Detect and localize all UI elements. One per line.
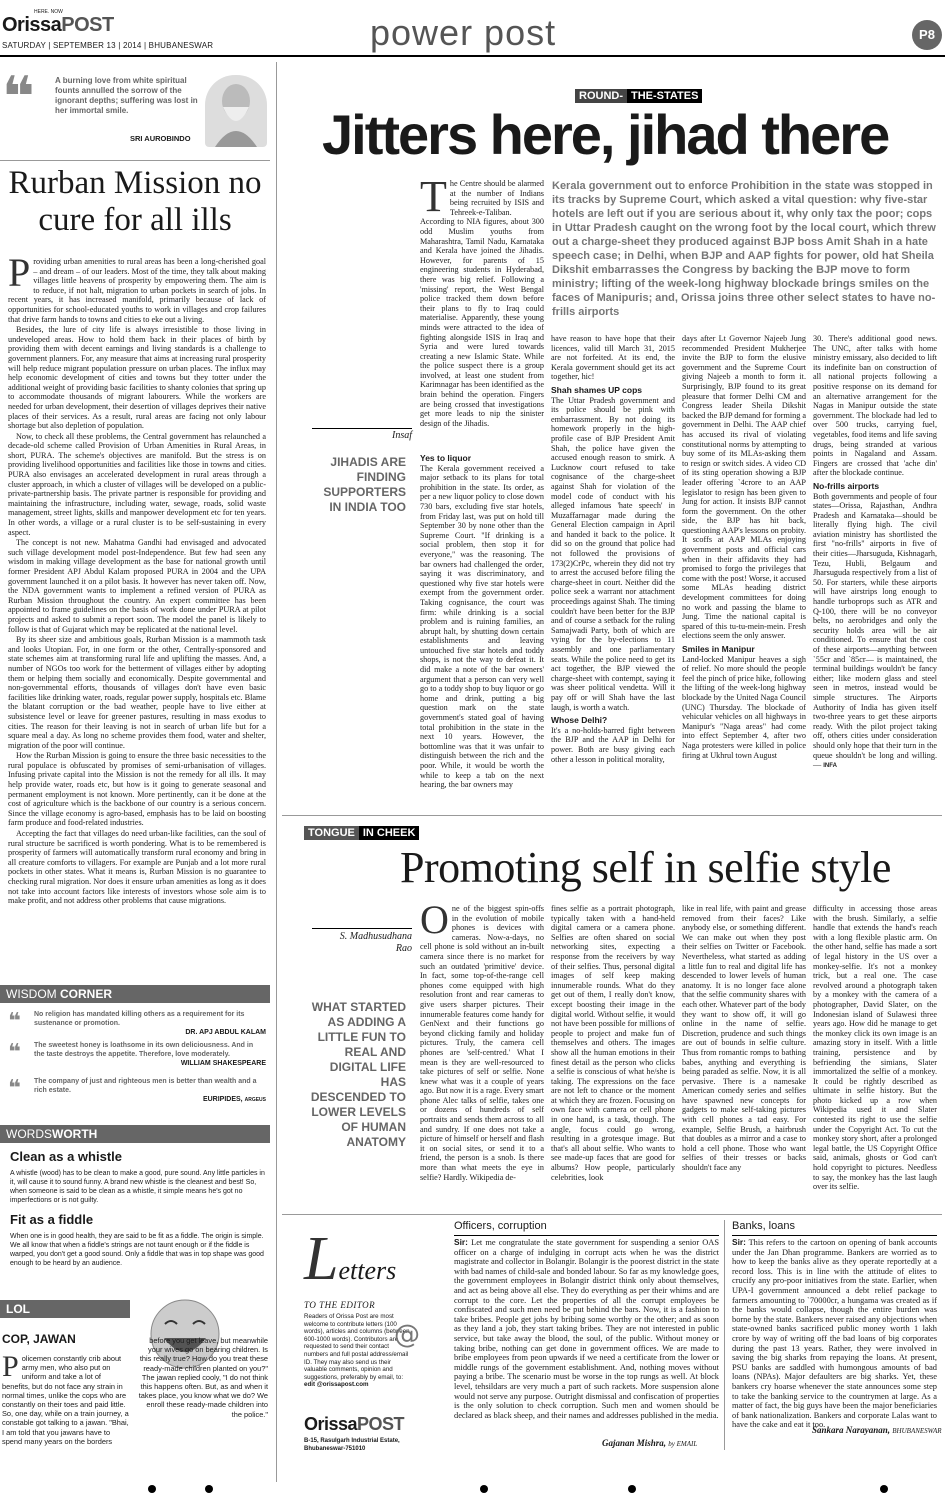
letter-signature [812, 1425, 942, 1435]
idiom-text: A whistle (wood) has to be clean to make a good, pure sound. Any little particles in it, will cause it to sound funny. A brand new whistle is the cleanest and best! So, when someone is said to be clean as a whistle, it simple means he's got no imperfections or is not guilty. [10, 1170, 265, 1204]
thought-author: SRI AUROBINDO [130, 134, 191, 143]
wisdom-author: DR. APJ ABDUL KALAM [185, 1029, 266, 1036]
round-pullquote: JIHADIS ARE FINDING SUPPORTERS IN INDIA TOO [323, 455, 406, 514]
section-title: power post [370, 12, 557, 53]
letter-sign: Sankara Narayanan, [812, 1425, 891, 1435]
letter-title: Banks, loans [732, 1220, 795, 1232]
round-credit: INFA [823, 763, 837, 770]
logo-tagline: HERE. NOW [34, 9, 63, 15]
letter-signature [602, 1438, 697, 1448]
letters [282, 1216, 942, 1481]
mid-rule [282, 815, 942, 816]
registration-marks [0, 1482, 945, 1497]
editorial-para: roviding urban amenities to rural areas has been a long-cherished goal – and dream – of our leaders. Most of the time, they talk about making villages little heavens of prosperity by empowering them. The aim is to reduce, if not halt, migration to urban pockets in search of jobs. In recent years, it has increased manifold, primarily because of lack of opportunities for school-educated youths to work in villages and crop failures that drive farm hands to towns and cities to eke out a living. [8, 257, 266, 324]
tongue-dropcap: O [420, 897, 449, 942]
letters-title [304, 1225, 397, 1293]
left-rule-1 [0, 160, 270, 161]
idiom-text: When one is in good health, they are said to be fit as a fiddle. The origin is simple. We all know that when a fiddle's strings are not taunt enough or if the fiddle is warped, you don't get a good sound. Only a fiddle that was in top shape was good enough to be heard by an audience. [10, 1233, 264, 1267]
editorial-dropcap: P [8, 250, 31, 295]
quote-mark-icon: ❝ [8, 1009, 21, 1034]
round-byline: Insaf [392, 430, 412, 441]
tongue-byline-a: S. Madhusudhana [339, 931, 412, 942]
letters-subtitle: TO THE EDITOR [304, 1300, 376, 1310]
logo-prefix: Orissa [2, 14, 62, 36]
quote-mark-icon: ❝ [8, 1040, 21, 1065]
page-number-badge: P8 [912, 20, 942, 50]
email-at-icon: @ [394, 1320, 420, 1350]
editorial [0, 165, 270, 965]
registration-dot [628, 1485, 636, 1493]
round-byline-rule [312, 428, 412, 429]
round-col4-text: 30. There's additional good news. The UNC, after talks with home ministry emissary, also decided to lift its indefinite ban on construction of all national projects following a positive response on its demand for an alternative arrangement for the Nagas in Manipur outside the state government. The blockade had led to over 500 trucks, carrying fuel, vegetables, food items and life saving drugs, being stranded at various points in Nagaland and Assam. Fingers are crossed that 'ache din' after the blockade continue. [813, 334, 937, 478]
registration-dot [148, 1485, 156, 1493]
tongue-tag-b: IN CHEEK [359, 826, 420, 840]
quote-mark-icon: ❝ [2, 65, 35, 130]
tongue-col2: fines selfie as a portrait photograph, typically taken with a hand-held digital camera or a camera phone. Selfies are often shared on social networking sites, expecting a response from the receivers by way of their selfies. Thus, personal digital images of self keep making innumerable rounds. What do they get out of them, I really don't know, except boosting their image in the digital world. Without selfie, it would not have been possible for millions of people to project and make fun of themselves and others. The images show all the human emotions in their finest detail as the person who clicks a selfie is conscious of what he/she is taking. The expressions on the face are not left to chance or the moment at which they are frozen. Focusing on own face with camera or cell phone in one hand, is a task, though. The angle, focus could go wrong, resulting in a grotesque image. But that's all about selfie. Who wants to see made-up faces that are good for albums? How people, particularly celebrities, look [551, 904, 675, 1182]
tongue-byline-rule [312, 928, 412, 929]
thought-quote: A burning love from white spiritual founts annulled the sorrow of the ignorant depths; suffering was lost in her immortal smile. [55, 76, 198, 115]
round-subhead: Yes to liquor [420, 453, 472, 463]
wisdom-head-a: WISDOM [6, 987, 57, 1001]
registration-dot [480, 1485, 488, 1493]
wisdom-author-suffix: ARGEUS [244, 1097, 266, 1103]
round-deck: Kerala government out to enforce Prohibition in the state was stopped in its tracks by Supreme Court, which asked a vital question: why five-star hotels are left out if you are serious about it, why only tax the poor; cops in Uttar Pradesh caught on the wrong foot by the local court, which threw out a charge-sheet they produced against BJP boss Amit Shah in a hate speech case; in Delhi, when BJP and AAP fights for power, old hat Sheila Dikshit embarrasses the Congress by backing the BJP move to form ministry; lifting of the week-long highway blockade brings smiles on the faces of Manipuris; and, Orissa joins three other select states to have no-frills airports [552, 180, 936, 318]
lol-title: COP, JAWAN [2, 1332, 76, 1346]
wisdom-quote: No religion has mandated killing others as a requirement for its sustenance or promotion. [34, 1011, 245, 1027]
letters-address: B-15, Rasulgarh Industrial Estate, Bhubaneswar-751010 [304, 1438, 400, 1452]
wisdom-author-name: EURIPIDES, [202, 1096, 243, 1103]
round-col1: he Centre should be alarmed at the number of Indians being recruited by ISIS and Tehreek-e-Taliban. According to NIA figures, about 300 odd Muslim youths from Maharashtra, Tamil Nadu, Karnataka and Kerala have joined the Jihadis. However, for parents of 15 engineering students in Hyderabad, there was big relief. Following a 'missing' report, the West Bengal police tracked them down before their plans to fly to Iraq could materialise. Apparently, these young minds were attracted to the idea of fighting alongside ISIS in Iraq and Syria and were lured towards creating a new Islamic State. While the police suspect there is a group involved, at least one student from Karimnagar has been identified as the brain behind the operation. Fingers are being crossed that investigations get more leads to nip the sinister design of the Jihadis. [420, 179, 544, 428]
round-col1-b [420, 450, 544, 818]
idiom-title: Fit as a fiddle [10, 1212, 94, 1227]
round-subhead: Shah shames UP cops [551, 384, 643, 395]
wisdom-quote: The company of just and righteous men is better than wealth and a rich estate. [34, 1078, 257, 1094]
letters-title-big: L [304, 1225, 339, 1293]
round-col2c: It's a no-holds-barred fight between the BJP and the AAP in Delhi for power. Both are busy giving each other a lesson in political morality, [551, 725, 675, 764]
dateline: SATURDAY | SEPTEMBER 13 | 2014 | BHUBANESWAR [2, 41, 214, 50]
round-dropcap: T [420, 172, 447, 221]
tongue-in-cheek [282, 820, 942, 1215]
tongue-col4: difficulty in accessing those areas with the brush. Similarly, a selfie handle that extends the hand's reach with a long flexible plastic arm. On the other hand, selfie has made a sort of legal history in the US over a monkey-selfie. It's not a monkey trick, but a real one. The case revolved around a photograph taken by a monkey with the camera of a photographer, David Slater, on the Indonesian island of Sulawesi three years ago. How did he manage to get the monkey click its own image is an amazing story in itself. With a little training, persistence and by befriending the simians, Slater immortalized the selfie of a monkey. It could be rightly described as ultimate in selfie history. But the photo kicked up a row when Wikipedia used it and Slater contested its right to use the selfie under the Copyright Act. To cut the monkey story short, after a prolonged legal battle, the US Copyright Office said, animals, ghosts or God can't hold copyright to pictures. Needless to say, the monkey has the last laugh over its selfie. [813, 904, 937, 1192]
masthead [0, 0, 945, 62]
round-col2 [551, 334, 675, 818]
wisdom-quote: The sweetest honey is loathsome in its own deliciousness. And in the taste destroys the appetite. Therefore, love moderately. [34, 1042, 254, 1058]
editorial-para: By its sheer size and ambitious goals, Rurban Mission is a mammoth task and looks Utopian. For, in one form or the other, Centrally-sponsored and state schemes aim at transforming rural life and uplifting the masses. And, a number of NGOs too work for the betterment of villages either by adopting them or helping them socially and economically. Despite governmental and non-governmental efforts, thousands of villages don't have even basic facilities like drinking water, roads, regular power supply, hospitals etc. Blame the blatant corruption or the bad weather, people have to live either at subsistence level or leave for greener pastures, resulting in mass exodus to cities. The reason for their leaving is not in search of urban life but for a square meal a day. As long no scheme provides them food, water and shelter, migration of the poor will continue. [8, 635, 266, 750]
letter-title-rule [732, 1235, 937, 1236]
tongue-tag [304, 823, 419, 841]
letter-text: This refers to the cartoon on opening of bank accounts under the Jan Dhan programme. Bankers are worried as to how to keep the banks alive as they operate reportedly at a record loss. This is in line with the attitude of elites to crucify any pro-poor initiatives from the state. Earlier, when UPA-I government announced a debt relief package to farmers amounting to `70000cr, a hungama was created as if the banks would collapse, though the entire burden was borne by the state. Bankers never raised any objections when state-owned banks sacrificed public money worth 1 lakh crore by way of writing off the bad loans of big corporates during the past 13 years. Rather, they were involved in saving the big sharks from repaying the loans. At present, PSU banks are saddled with humongous amounts of bad loans (NPAs). Major defaulters are big sharks. Yet, these bankers cry hoarse whenever the state announces some step to take the banking service to the countrymen at large. As a matter of fact, the big guys have been the major beneficiaries of bank nationalization. Bankers and corporate Lalas want to have the cake and eat it too. [732, 1238, 937, 1430]
round-headline: Jitters here, jihad there [322, 103, 889, 166]
wisdom-header [0, 985, 270, 1003]
letters-logo [304, 1414, 404, 1435]
left-column-rule [276, 62, 277, 1482]
round-col4 [813, 334, 937, 818]
letters-intro-text: Readers of Orissa Post are most welcome to contribute letters (100 words), articles and columns (between 600-1000 words). Contributors are requested to send their contact numbers and full postal address/email ID. They may also send us their valuable comments, opinion and suggestions, preferably by email, to: [304, 1313, 410, 1381]
letter-text: Let me congratulate the state government for suspending a senior OAS officer on a charge of indulging in corrupt acts when he was the district magistrate and collector in Bolangir. Bolangir is the poorest district in the state with bad names of child-sale and bonded labour. So far as my knowledge goes, the government employees in Bolangir district think only about themselves, and act as being above all else. They do everything as per their whims and are corrupt to the core. Let the properties of all the corrupt employees be confiscated and such men need be put behind the bars. Now, it is a fashion to take bribes. People get jobs by bribing some worthy or the other; and as soon as they land a job, they start taking bribes. They are not interested in public service, but take away the blood, the soul, of the public. Without money or taking bribe, nothing can get done in government offices. We are made to bribe employees from peon upwards if we need a certificate from the lower or middle rungs of the government establishment. And, nothing moves without paying a bribe. The scenario must be worse in the top rungs as well. At block level, tehsildars are very much a part of such rackets. More suspension alone would not serve any purpose. Outright dismissal and confiscation of properties is the only solution to check corruption. Such men and women should be declared as black sheep, and their names and addresses published in the media. [454, 1238, 719, 1420]
registration-dot [205, 1485, 213, 1493]
round-subhead: Whose Delhi? [551, 715, 608, 726]
letters-title-rest: etters [338, 1256, 397, 1285]
editorial-headline: Rurban Mission no cure for all ills [8, 165, 262, 238]
tongue-pullquote: WHAT STARTED AS ADDING A LITTLE FUN TO REAL AND DIGITAL LIFE HAS DESCENDED TO LOWER LEVELS OF HUMAN ANATOMY [310, 1000, 406, 1149]
round-col2-text: have reason to have hope that their licences, valid till March 31, 2015 are not forfeited. At its end, the Kerala government should get its act together, hic! [551, 334, 675, 382]
wisdom-head-b: CORNER [60, 987, 113, 1001]
wisdom-corner [0, 985, 270, 1115]
letter-title: Officers, corruption [454, 1220, 547, 1232]
editorial-para: Accepting the fact that villages do need urban-like facilities, can the soul of rural structure be sacrificed is worth pondering. What is to be remembered is prosperity of farmers will automatically transform rural economy and bring in all creature comforts to villagers. For example are Punjab and a lot more rural pockets in other states. What it means is, Rurban Mission is no guarantee to checking rural migration. Nor does it ensure urban amenities as long as it does not take into account factors like interests of investors whose sole aim is to make profit, and not address other problems that cause migrations. [8, 829, 266, 906]
tongue-col1-text: ne of the biggest spin-offs in the evolution of mobile phones is devices with cameras. Now-a-days, no cell phone is sold without an in-built camera since there is no market for such an outdated 'primitive' device. In fact, some top-of-the-range cell phones come equipped with high resolution front and rear cameras to give users sharper pictures. Their innumerable features come handy for GenNext and their functions go beyond clicking family and holiday pictures. Truly, the camera cell phones are 'self-centred.' What I mean is they are well-resourced to take pictures of self or selfie. None knew what was it a couple of years ago. But now it is a rage. Every smart phone Alec talks of selfie, takes one or dozens of hundreds of self portraits and sends them across to all and sundry. If one does not take a picture of himself or herself and flash it on social sites, or send it to a friend, the person is a snob. Is there more than what meets the eye in selfie? Hardly. Wikipedia de- [420, 904, 544, 1182]
editorial-para: Besides, the lure of city life is always irresistible to those living in undeveloped areas. How to hold them back in their places of birth by providing them with decent earnings and living standards is a challenge to government planners. For, any measure that aims at increasing rural prosperity will help reduce migrant population pressure on urban places. The influx may help economic development of cities and towns but they totter under the additional weight of providing basic facilities to shanty colonies that spring up to accommodate thousands of migrant labourers. While the workers are needed for urban development, their desertion of villages deprives their native places of their services. As a result, rural areas are facing not only labour shortage but also depletion of population. [8, 325, 266, 431]
letter-body [454, 1238, 719, 1436]
tongue-headline: Promoting self in selfie style [400, 843, 891, 892]
thought-box [0, 65, 270, 152]
round-col2b: The Uttar Pradesh government and its police should be pink with embarrassment. By not doing its homework properly in the high-profile case of BJP President Amit Shah, the police have given the accused enough reason to smirk. A Lucknow court refused to take cognisance of the charge-sheet against Shah for violation of the model code of conduct with his alleged infamous 'hate speech' in Muzaffarnagar made during the General Election campaign in April and handed it back to the police. It did so on the ground that police had not followed the provisions of 173(2)CrPc, wherein they did not try to arrest the accused before filing the charge-sheet in court. Neither did the police seek a warrant nor attachment proceedings against Shah. The timing couldn't have been better for the BJP and of course a setback for the ruling Samajwadi Party, both of which are vying for the by-elections to 11 assembly and one parliamentary seats. While the police need to get its act together, the BJP viewed the charge-sheet with contempt, saying it was sheer political vendetta. Will it pay off or will Shah have the last laugh, is worth a watch. [551, 395, 675, 712]
lol-header: LOL [0, 1300, 130, 1318]
letter-title-rule [454, 1235, 719, 1236]
letter-place: by EMAIL [668, 1440, 698, 1448]
wordsworth [0, 1125, 270, 1280]
round-tag-a: ROUND- [575, 89, 627, 103]
bottom-rule [282, 1214, 942, 1215]
tongue-col1 [420, 897, 544, 1214]
round-col1b: The Kerala government received a major setback to its plans for total prohibition in the state. Its order, as per a new liquor policy to close down 730 bars, excluding five star hotels, from Friday last, was put on hold till September 30 by none other than the Supreme Court. "If drinking is a social problem, then stop it for everyone," was the reasoning. The bar owners had challenged the order, saying it was discriminatory, and questioned why five star hotels were exempt from the government order. Taking cognisance, the court was firm: while drinking is a social problem and is ruining families, an abrupt halt, by shutting down certain establishments and leaving untouched five star hotels and toddy shops, is not the way to defeat it. It did make a note of the bar owners' argument that a person can very well go to a toddy shop to buy liquor or go home and drink, putting a big question mark on the state government's stated goal of having total prohibition in the state in the next 10 years. However, the bottomline was that it was unfair to distinguish between the rich and the poor. While, it would be worth the while to keep a tab on the next hearing, the bar owners may [420, 463, 544, 790]
round-tag-b: THE-STATES [627, 89, 702, 103]
letters-email[interactable]: edit @orissapost.com [304, 1381, 369, 1389]
lol-dropcap: P [2, 1350, 19, 1383]
letters-logo-prefix: Orissa [304, 1414, 358, 1434]
round-col3 [682, 334, 806, 818]
editorial-body [8, 250, 266, 955]
lol-text-left [2, 1350, 130, 1446]
lol-text-right: before you get leave, but meanwhile your wives go on bearing children. Is this really true? How do you treat these ready-made children planted on you?" The jawan replied cooly, "I do not think this happens often. But, as and when it takes place, you know what we do? We enroll these ready-made children into the police." [138, 1336, 268, 1419]
wisdom-author [203, 1096, 266, 1103]
tongue-tag-a: TONGUE [304, 826, 359, 840]
logo-suffix: POST [61, 14, 114, 36]
round-the-states [282, 62, 942, 822]
round-col4b: Both governments and people of four states—Orissa, Rajasthan, Andhra Pradesh and Karnataka—should be literally flying high. The civil aviation ministry has shortlisted the first "no-frills" airports in five of their cities—Jharsuguda, Kishnagarh, Tezu, Hubli, Belgaum and Jharsuguda respectively from a list of 50. For starters, while these airports will have airstrips long enough to handle turboprops such as ATR and Q-100, there will be no conveyor belts, no aerobridges and only the security holds area will be air conditioned. To ensure that the cost of these airports—anything between `55cr and `85cr— is maintained, the terminal buildings wouldn't be fancy either; like modern glass and steel seen in metros, instead would be simple structures. The Airports Authority of India has given itself two-three years to get these airports ready. With the pilot project taking off, others cities under consideration should only hope that their turn in the queue shouldn't be long and willing. — [813, 491, 937, 770]
tongue-col3: like in real life, with paint and grease removed from their faces? Like anybody else, or something different. We can make out when they post their selfies on Twitter or Facebook. Nevertheless, what started as adding a little fun to real and digital life has descended to lower levels of human anatomy. It is no longer face alone that the selfie community shares with each other. Whatever part of the body they want to show off, it will go online in the name of selfie. Discretion, prudence and such things are out of bounds in selfie culture. Thus from romantic romps to bathing babes, anything and everything is being paraded as selfie. Now, it is all pervasive. There is a namesake American comedy series and selfies have spawned new concepts for gadgets to make self-taking pictures with cell phones a tad easy. For example, Selfie Brush, a hairbrush that doubles as a mirror and a case to hold a cell phone. Those who want selfies of their tresses or backs shouldn't face any [682, 904, 806, 1173]
wordsworth-header [0, 1125, 270, 1143]
letters-logo-suffix: POST [357, 1414, 405, 1434]
wordsworth-head-b: WORTH [52, 1127, 98, 1141]
round-subhead: No-frills airports [813, 480, 880, 491]
portrait-illustration [205, 75, 267, 147]
editorial-para: The concept is not new. Mahatma Gandhi had envisaged and advocated such village development model post-Independence. But few had seen any wisdom in making village development as the base for national growth until former President APJ Abdul Kalam proposed PURA in 2004 and the UPA government launched it on a pilot basis. It however has never taken off. Now, the NDA government wants to implement a refined version of PURA as Rurban Mission throughout the country. An expert committee has been appointed to frame guidelines on the basis of work done under PURA at pilot projects and asked to submit a report soon. The model the panel is likely to follow is that of Gujarat which may be replicated at the national level. [8, 538, 266, 634]
registration-dot [880, 1485, 888, 1493]
wordsworth-head-a: WORDS [6, 1127, 52, 1141]
letter-sign: Gajanan Mishra, [602, 1438, 667, 1448]
round-col3b: Land-locked Manipur heaves a sigh of relief. No more should the people feel the pinch of price hike, following the lifting of the week-long highway blockade by the United Naga Council (UNC) Thursday. The blockade of vehicular vehicles on all highways in Manipur's "Naga areas" had come into effect September 4, after two Naga protesters were killed in police firing at Ukhrul town August [682, 654, 806, 760]
round-col3-text: days after Lt Governor Najeeb Jung recommended President Mukherjee invite the BJP to form the elusive government and the Supreme Court giving Najeeb a month to form it. Surprisingly, BJP found to its great pleasure that former Delhi CM and Congress leader Sheila Dikshit backed the BJP demand for forming a government in Delhi. The AAP chief has accused its rival of violating constitutional norms by attempting to buy some of its MLAs-asking them to resign or switch sides. A video CD of its sting operation showing a BJP leader offering `4crore to an AAP legislator to resign has been given to Jung for action. It insists BJP cannot form the government. On the other side, the BJP has hit back, questioning AAP's lessons on probity. It scoffs at AAP MLAs enjoying government posts and official cars when in their affidavits they had promised to forgo the privileges that come with the post! Worse, it accused some MLAs heading district development committees for doing no work and passing the blame to Jung. Time the national capital is spared of this tu-tu-mein-mein. Fresh elections seem the only answer. [682, 334, 807, 641]
masthead-rule [0, 55, 945, 57]
idiom-title: Clean as a whistle [10, 1149, 122, 1164]
letter-sir: Sir: [732, 1237, 746, 1247]
round-subhead: Smiles in Manipur [682, 644, 755, 654]
tongue-byline [312, 931, 412, 955]
aurobindo-portrait [205, 75, 267, 147]
letter-place: BHUBANESWAR [892, 1427, 942, 1435]
editorial-para: Now, to check all these problems, the Central government has relaunched a decade-old scheme called Provision of Urban Amenities in Rural Areas, in short, PURA. The scheme's objectives are manifold. But the stress is on providing livelihood opportunities and facilities like those in towns and cities. PURA also envisages an accelerated development in rural areas through a cluster approach, in which a cluster of villages will be developed on a public-private-partnership basis. The private partner is responsible for providing and maintaining the infrastructure, including water, sewage, roads, solid waste management, street lights, skills and manpower development etc for ten years. In other words, a village or a rural cluster is to be self-sustaining in every aspect. [8, 431, 266, 537]
lol-box [0, 1300, 270, 1475]
letter-sir: Sir: [454, 1237, 468, 1247]
lol-text-left-body: olicemen constantly crib about army men, who also put on uniform and take a lot of benefits, but do not face any strain in normal times, unlike the cops who are constantly on their toes and paid little. So, one day, while on a train journey, a constable got talking to a jawan. "Bhai, I am told that you jawans have to spend many years on the borders [2, 1354, 129, 1446]
wisdom-author: WILLIAM SHAKESPEARE [180, 1060, 266, 1067]
quote-mark-icon: ❝ [8, 1076, 21, 1101]
letters-divider [724, 1220, 725, 1450]
editorial-para: How the Rurban Mission is going to ensure the three basic necessities to the rural populace is obfuscated by promises of semi-urbanisation of villages. Infusing private capital into the Mission is not the remedy for all ills. It may help provide water, roads etc, but how is it going to generate seasonal and permanent employment is not known. More pertinently, can it be done at the cost of agriculture which is the backbone of our country is a serious concern. Since the village economy is agro-based, emphasis has to be laid on boosting farm produce and food-related industries. [8, 751, 266, 828]
paper-logo [2, 14, 114, 37]
tongue-byline-b: Rao [395, 943, 412, 954]
